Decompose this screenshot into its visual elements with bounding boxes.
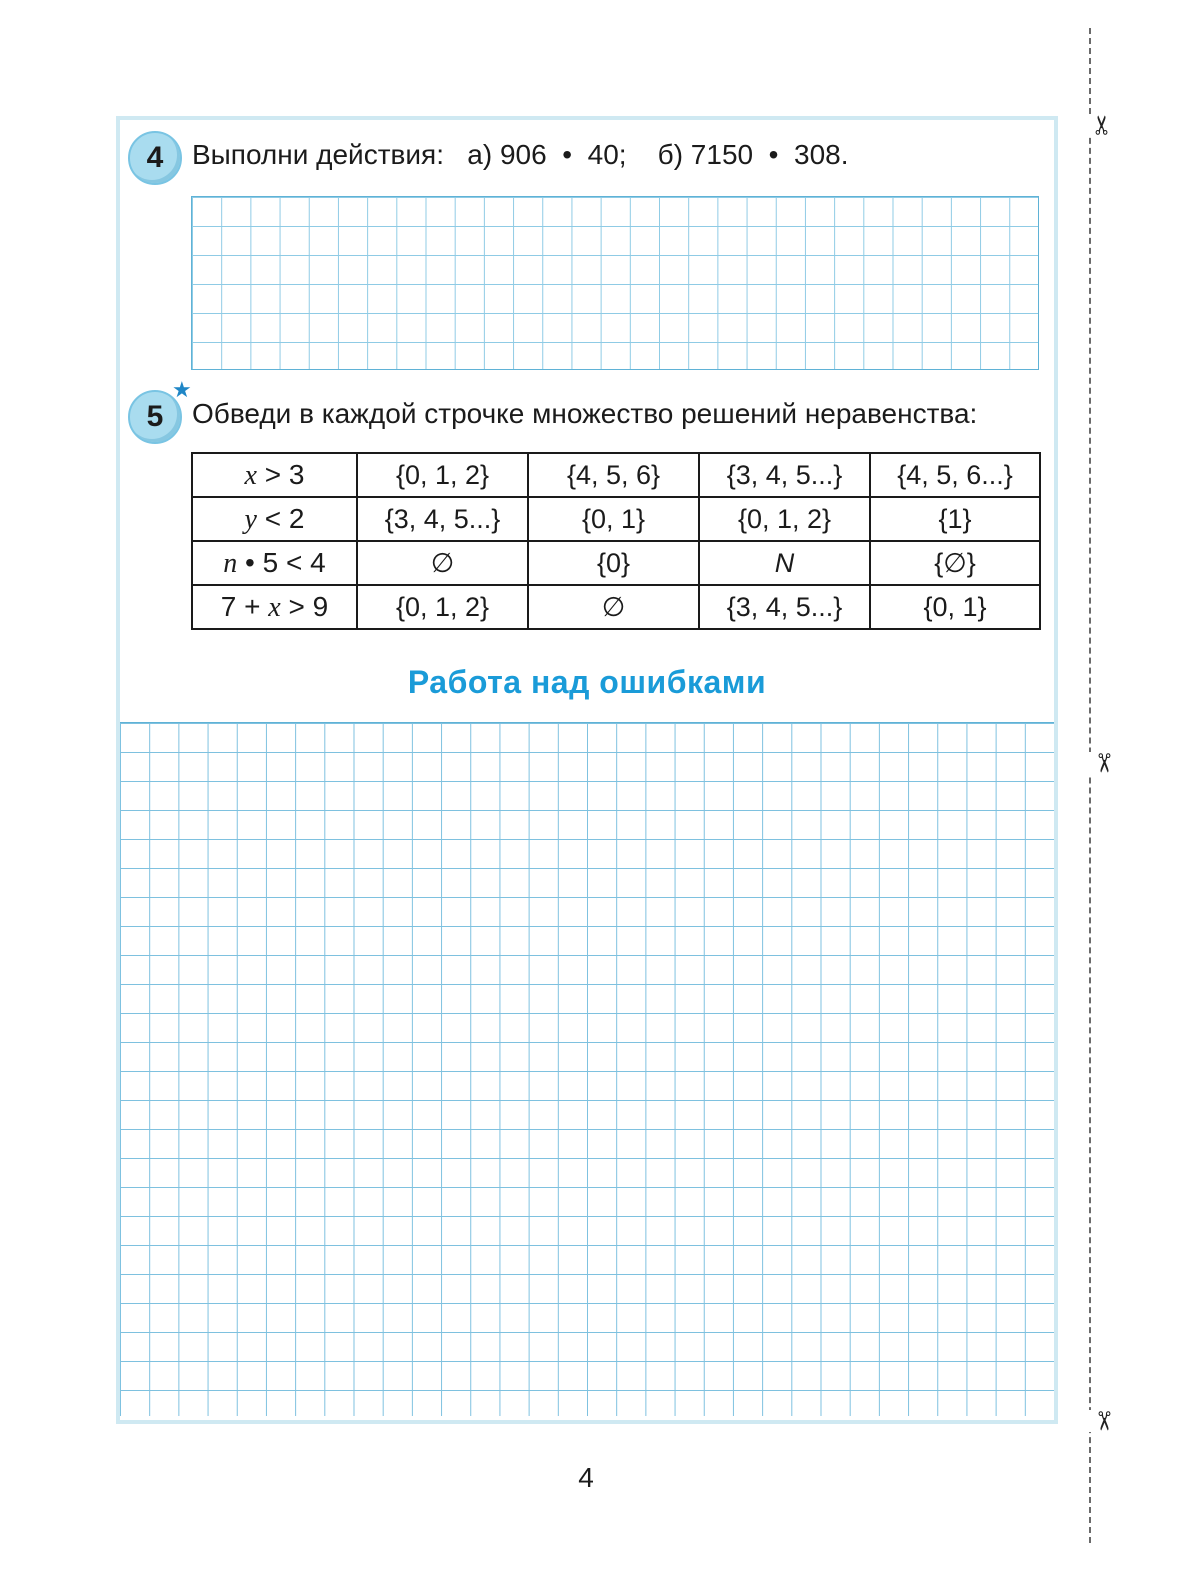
task-number-badge: 4 <box>128 131 182 185</box>
set-option[interactable]: ∅ <box>357 541 528 585</box>
star-icon: ★ <box>172 378 192 403</box>
set-option[interactable]: {1} <box>870 497 1040 541</box>
set-option[interactable]: {3, 4, 5...} <box>699 585 870 629</box>
set-option[interactable]: ∅ <box>528 585 699 629</box>
cut-line <box>1089 28 1091 1543</box>
inequality-cell: y < 2 <box>192 497 357 541</box>
scissors-icon: ✂ <box>1088 1410 1118 1432</box>
table-row <box>192 541 1040 585</box>
calculation-grid[interactable] <box>191 196 1039 370</box>
corrections-grid[interactable] <box>120 722 1054 1416</box>
set-option[interactable]: {0, 1, 2} <box>357 453 528 497</box>
inequality-cell: x > 3 <box>192 453 357 497</box>
table-row <box>192 497 1040 541</box>
inequality-cell: 7 + x > 9 <box>192 585 357 629</box>
set-option[interactable]: {3, 4, 5...} <box>357 497 528 541</box>
set-option[interactable]: {0, 1, 2} <box>699 497 870 541</box>
scissors-icon: ✂ <box>1088 114 1118 136</box>
table-row <box>192 585 1040 629</box>
set-option[interactable]: {4, 5, 6...} <box>870 453 1040 497</box>
inequality-table <box>191 452 1041 630</box>
task-number-badge: 5 <box>128 390 182 444</box>
set-option[interactable]: {0} <box>528 541 699 585</box>
inequality-cell: n • 5 < 4 <box>192 541 357 585</box>
set-option[interactable]: N <box>699 541 870 585</box>
set-option[interactable]: {4, 5, 6} <box>528 453 699 497</box>
set-option[interactable]: {0, 1, 2} <box>357 585 528 629</box>
task-instruction: Обведи в каждой строчке множество решений неравенства: <box>192 398 978 429</box>
table-row <box>192 453 1040 497</box>
scissors-icon: ✂ <box>1088 752 1118 774</box>
page-number: 4 <box>578 1462 594 1493</box>
set-option[interactable]: {3, 4, 5...} <box>699 453 870 497</box>
set-option[interactable]: {0, 1} <box>528 497 699 541</box>
set-option[interactable]: {∅} <box>870 541 1040 585</box>
task-instruction: Выполни действия: а) 906 • 40; б) 7150 • 308. <box>192 139 849 170</box>
section-title: Работа над ошибками <box>407 664 767 700</box>
set-option[interactable]: {0, 1} <box>870 585 1040 629</box>
